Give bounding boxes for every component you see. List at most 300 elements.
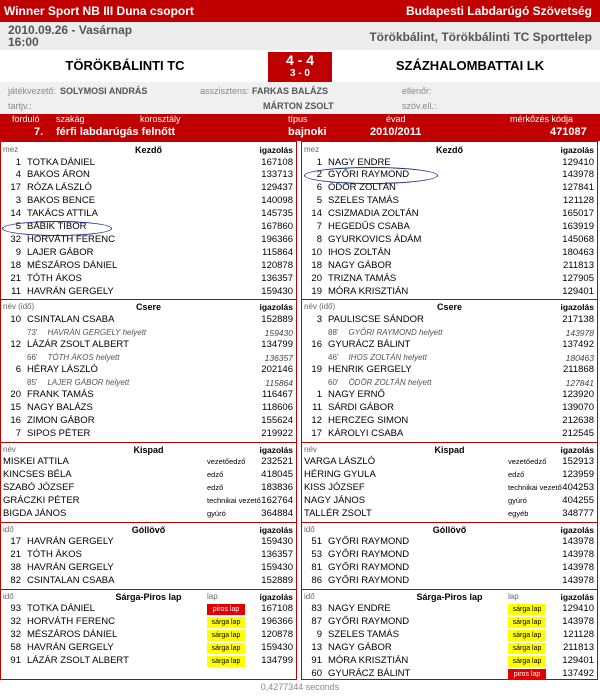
away-card-row [302,642,597,655]
cards-lap-label: lap [508,591,519,601]
player-name[interactable]: NAGY GÁBOR [328,642,392,654]
cards-lap-label: lap [207,591,218,601]
home-sub-row [1,402,296,415]
license-id: 134799 [261,339,293,350]
away-team-name: SZÁZHALOMBATTAI LK [395,58,545,73]
scorer-name[interactable]: GYŐRI RAYMOND [328,562,410,574]
away-sub-row [302,389,597,402]
player-name[interactable]: LÁZÁR ZSOLT ALBERT [27,339,129,350]
yellow-card-badge: sárga lap [508,630,546,641]
player-name[interactable]: GYURÁCZ BÁLINT [328,667,411,679]
home-subs-id-label: igazolás [259,302,293,313]
cards-title: Sárga-Piros lap [115,591,182,602]
home-card-row [1,655,296,668]
delegate-label: szöv.ell.: [402,101,437,111]
shirt-number: 32 [10,233,21,245]
yellow-card-badge: sárga lap [207,656,245,667]
license-id: 137492 [562,339,594,350]
cards-title: Sárga-Piros lap [416,591,483,602]
yellow-card-badge: sárga lap [207,643,245,654]
shirt-number: 4 [15,169,21,181]
player-name[interactable]: HAVRÁN GERGELY [27,642,114,654]
card-minute: 93 [10,603,21,615]
section-divider [1,589,296,590]
replaced-license-id: 180463 [565,352,594,363]
home-sub-row [1,428,296,441]
sub-description: GYŐRI RAYMOND helyett [348,327,443,337]
home-starter-row [1,273,296,286]
player-name[interactable]: SÁRDI GÁBOR [328,402,394,414]
player-name[interactable]: NAGY BALÁZS [27,402,93,414]
home-starter-row [1,195,296,208]
away-sub-row [302,364,597,377]
shirt-number: 7 [15,427,21,439]
section-divider [302,299,597,300]
away-starter-row [302,273,597,286]
type-value: bajnoki [288,126,327,138]
player-name[interactable]: NAGY ENDRE [328,156,391,168]
away-goal-row [302,549,597,562]
red-card-badge: piros lap [207,604,245,615]
license-id: 121128 [563,629,594,641]
license-id: 162764 [261,495,293,506]
home-goal-row [1,575,296,588]
license-id: 152889 [261,313,293,325]
license-id: 196366 [261,616,293,628]
match-time: 16:00 [8,35,39,49]
license-id: 145735 [261,208,293,220]
federation-name: Budapesti Labdarúgó Szövetség [405,4,592,18]
license-id: 212545 [562,427,594,439]
home-bench-id-label: igazolás [259,444,293,455]
sub-minute: 88' [328,327,339,337]
sub-description: LAJER GÁBOR helyett [47,378,130,387]
goal-minute: 86 [311,575,322,586]
home-subs-header [1,301,296,313]
goal-minute: 81 [311,562,322,574]
home-starter-row [1,169,296,182]
supervisor-label: tartjv.: [8,101,32,111]
card-minute: 91 [10,655,21,666]
shirt-number: 11 [11,285,21,297]
away-starter-row [302,157,597,170]
license-id: 404255 [562,495,594,506]
player-name[interactable]: GYURÁCZ BÁLINT [328,339,411,350]
referee-label: játékvezető: [8,86,57,96]
section-divider [302,589,597,590]
home-goals-title: Góllövő [131,524,166,535]
away-sub-row [302,339,597,352]
cards-col-label: idő [3,591,14,601]
license-id: 167860 [261,221,293,232]
player-name[interactable]: CSINTALAN CSABA [27,313,115,325]
home-subs-col-label: név (idő) [3,302,35,312]
shirt-number: 14 [311,208,322,220]
player-name[interactable]: NAGY ERNŐ [328,389,385,401]
license-id: 136357 [261,272,293,284]
shirt-number: 16 [311,339,322,350]
shirt-number: 6 [15,364,21,376]
license-id: 211813 [563,259,594,271]
license-id: 217138 [562,313,594,325]
player-name[interactable]: GYŐRI RAYMOND [328,169,410,181]
yellow-card-badge: sárga lap [508,604,546,615]
license-id: 159430 [261,536,293,548]
code-value: 471087 [550,126,587,138]
player-name[interactable]: LAJER GÁBOR [27,246,94,258]
home-sub-note [27,377,129,389]
cards-col-label: idő [304,591,315,601]
license-id: 120878 [261,629,293,641]
player-name[interactable]: HORVÁTH FERENC [27,233,115,245]
home-cards-header [1,591,296,603]
license-id: 139070 [562,402,594,414]
license-id: 129410 [562,603,594,615]
controller-label: ellenőr: [402,86,432,96]
home-goals-id-label: igazolás [259,524,293,535]
info-bar [0,22,600,50]
shirt-number: 19 [311,364,322,376]
license-id: 404253 [562,482,594,494]
home-starter-row [1,182,296,195]
away-card-row [302,603,597,616]
shirt-number: 21 [10,272,21,284]
cards-id-label: igazolás [560,591,594,602]
player-name[interactable]: GYURKOVICS ÁDÁM [328,233,422,245]
home-card-row [1,642,296,655]
player-name[interactable]: MÉSZÁROS DÁNIEL [27,259,118,271]
label-round: forduló [12,114,40,124]
license-id: 348777 [562,507,594,519]
staff-name: GRÁCZKI PÉTER [3,495,80,506]
home-card-row [1,603,296,616]
player-name[interactable]: TAKÁCS ATTILA [27,208,98,220]
player-name[interactable]: HENRIK GERGELY [328,364,412,376]
sub-description: ÖDÖR ZOLTÁN helyett [348,378,432,387]
player-name[interactable]: TÓTH ÁKOS [27,272,82,284]
match-venue: Törökbálint, Törökbálinti TC Sporttelep [369,30,592,44]
staff-name: HÉRING GYULA [304,469,376,481]
away-bench-row [302,482,597,495]
staff-role: technikai vezető [207,496,261,505]
license-id: 129410 [562,156,594,168]
player-name[interactable]: SIPOS PÉTER [27,427,91,439]
player-name[interactable]: MÓRA KRISZTIÁN [328,655,409,666]
player-name[interactable]: BÁBIK TIBOR [27,221,87,232]
away-starter-row [302,208,597,221]
card-minute: 87 [311,616,322,628]
card-minute: 13 [311,642,322,654]
scorer-name[interactable]: GYŐRI RAYMOND [328,575,410,586]
license-id: 165017 [562,208,594,220]
sub-description: HAVRÁN GERGELY helyett [47,327,147,337]
away-cards-header [302,591,597,603]
shirt-number: 12 [10,339,21,350]
shirt-number: 10 [10,313,21,325]
home-starters-col-label: mez [3,145,19,154]
away-sub-note [328,377,431,389]
score-box [268,52,332,82]
home-bench-header [1,444,296,456]
license-id: 159430 [261,285,293,297]
away-goals-header [302,524,597,536]
away-subs-col-label: név (idő) [304,302,336,312]
shirt-number: 2 [316,169,322,181]
player-name[interactable]: FRANK TAMÁS [27,389,94,401]
round-value: 7. [34,126,44,138]
home-starter-row [1,221,296,234]
scorer-name[interactable]: GYŐRI RAYMOND [328,536,410,548]
player-name[interactable]: NAGY ENDRE [328,603,391,615]
player-name[interactable]: HERCZEG SIMON [328,415,409,426]
shirt-number: 17 [10,182,21,194]
staff-role: edző [508,470,525,480]
player-name[interactable]: IHOS ZOLTÁN [328,246,391,258]
license-id: 129401 [562,285,594,297]
away-sub-row [302,314,597,327]
away-goal-row [302,536,597,549]
home-bench-row [1,495,296,508]
license-id: 121128 [563,195,594,207]
shirt-number: 11 [312,402,322,414]
player-name[interactable]: HÉRAY LÁSZLÓ [27,364,98,376]
away-starter-row [302,221,597,234]
goal-minute: 82 [10,575,21,586]
away-starter-row [302,247,597,260]
home-goal-row [1,549,296,562]
staff-name: NAGY JÁNOS [304,495,366,506]
scorer-name[interactable]: CSINTALAN CSABA [27,575,115,586]
player-name[interactable]: SZELES TAMÁS [328,195,399,207]
player-name[interactable]: MÓRA KRISZTIÁN [328,285,409,297]
top-bar [0,0,600,22]
half-time-score: 3 - 0 [289,68,310,79]
license-id: 127905 [562,272,594,284]
player-name[interactable]: TOTKA DÁNIEL [27,156,95,168]
sub-minute: 85' [27,378,38,387]
shirt-number: 20 [10,389,21,401]
license-id: 219922 [261,427,293,439]
staff-role: gyúró [508,496,527,505]
league-name: Winner Sport NB III Duna csoport [4,4,194,18]
away-card-row [302,629,597,642]
player-name[interactable]: RÓZA LÁSZLÓ [27,182,92,194]
home-panel [0,141,297,680]
home-starter-row [1,260,296,273]
home-bench-title: Kispad [133,444,164,455]
scorer-name[interactable]: HAVRÁN GERGELY [27,562,114,574]
license-id: 120878 [261,259,293,271]
card-minute: 32 [10,629,21,641]
license-id: 118606 [262,402,293,414]
license-id: 123959 [562,469,594,481]
section-divider [1,442,296,443]
player-name[interactable]: NAGY GÁBOR [328,259,392,271]
shirt-number: 15 [10,402,21,414]
license-id: 137492 [562,667,594,679]
player-name[interactable]: HAVRÁN GERGELY [27,285,114,297]
staff-role: vezetőedző [207,457,246,467]
home-goal-row [1,562,296,575]
staff-role: edző [207,483,224,493]
card-minute: 91 [311,655,322,666]
player-name[interactable]: KÁROLYI CSABA [328,427,404,439]
player-name[interactable]: GYŐRI RAYMOND [328,616,410,628]
license-id: 202146 [261,364,293,376]
home-sub-row [1,415,296,428]
home-team-name: TÖRÖKBÁLINTI TC [65,58,185,73]
home-sub-row [1,389,296,402]
license-id: 129401 [562,655,594,666]
player-name[interactable]: LÁZÁR ZSOLT ALBERT [27,655,129,666]
license-id: 212638 [562,415,594,426]
away-sub-note [328,352,427,364]
license-id: 152913 [562,456,594,468]
license-id: 136357 [261,549,293,561]
goal-minute: 21 [10,549,21,561]
home-goals-col-label: idő [3,524,14,534]
away-subs-title: Csere [436,302,463,313]
away-sub-note [328,327,443,339]
shirt-number: 1 [316,156,322,168]
license-id: 129437 [261,182,293,194]
license-id: 196366 [261,233,293,245]
away-sub-row [302,415,597,428]
home-starter-row [1,234,296,247]
player-name[interactable]: SZELES TAMÁS [328,629,399,641]
home-goals-header [1,524,296,536]
home-bench-col-label: név [3,444,16,454]
away-sub-row [302,428,597,441]
section-divider [1,522,296,523]
officials-bar [0,82,600,114]
away-goals-col-label: idő [304,524,315,534]
staff-role: gyúró [207,508,226,518]
player-name[interactable]: PAULISCSE SÁNDOR [328,313,424,325]
player-name[interactable]: HEGEDŰS CSABA [328,221,410,232]
staff-role: edző [207,470,224,480]
player-name[interactable]: MÉSZÁROS DÁNIEL [27,629,118,641]
card-minute: 32 [10,616,21,628]
branch-age-value: férfi labdarúgás felnőtt [56,126,176,138]
player-name[interactable]: HORVÁTH FERENC [27,616,115,628]
license-id: 143978 [562,575,594,586]
staff-name: KINCSES BÉLA [3,469,72,481]
away-starter-row [302,260,597,273]
sub-minute: 66' [27,352,38,362]
player-name[interactable]: TOTKA DÁNIEL [27,603,95,615]
license-id: 143978 [562,562,594,574]
scorer-name[interactable]: TÓTH ÁKOS [27,549,82,561]
away-goals-id-label: igazolás [560,524,594,535]
shirt-number: 5 [316,195,322,207]
license-id: 123920 [562,389,594,401]
replaced-license-id: 159430 [264,327,293,338]
goal-minute: 51 [311,536,322,548]
staff-role: vezetőedző [508,457,547,467]
license-id: 127841 [562,182,594,194]
page-timing: 0,4277344 seconds [260,682,340,692]
player-name[interactable]: CSIZMADIA ZOLTÁN [328,208,419,220]
shirt-number: 6 [316,182,322,194]
staff-name: VARGA LÁSZLÓ [304,456,376,468]
away-goal-row [302,575,597,588]
away-card-row [302,616,597,629]
home-starter-row [1,286,296,299]
home-starter-row [1,208,296,221]
staff-name: SZABÓ JÓZSEF [3,482,75,494]
label-branch: szakág [56,114,85,124]
shirt-number: 7 [316,221,322,232]
away-subs-id-label: igazolás [560,302,594,313]
home-starters-id-label: igazolás [259,145,293,155]
replaced-license-id: 127841 [565,378,594,388]
shirt-number: 3 [316,313,322,325]
home-starters-header [1,144,296,156]
sub-description: IHOS ZOLTÁN helyett [348,352,427,362]
player-name[interactable]: BAKOS BENCE [27,195,96,207]
replaced-license-id: 143978 [565,327,594,338]
yellow-card-badge: sárga lap [508,643,546,654]
away-starters-col-label: mez [304,145,320,154]
away-card-row [302,668,597,681]
away-starter-row [302,195,597,208]
away-bench-row [302,469,597,482]
home-starter-row [1,157,296,170]
scorer-name[interactable]: GYŐRI RAYMOND [328,549,410,561]
referee-name: SOLYMOSI ANDRÁS [60,86,148,96]
card-minute: 58 [10,642,21,654]
card-minute: 60 [311,667,322,679]
away-bench-header [302,444,597,456]
shirt-number: 19 [311,285,322,297]
assistant2-name: MÁRTON ZSOLT [263,101,334,111]
away-bench-col-label: név [304,444,317,454]
home-bench-row [1,469,296,482]
license-id: 418045 [261,469,293,481]
license-id: 211813 [563,642,594,654]
sub-minute: 60' [328,378,339,387]
home-goal-row [1,536,296,549]
section-divider [1,299,296,300]
sub-minute: 73' [27,327,38,337]
away-subs-header [302,301,597,313]
shirt-number: 18 [10,259,21,271]
away-goals-title: Góllövő [432,524,467,535]
away-bench-id-label: igazolás [560,444,594,455]
away-bench-title: Kispad [434,444,465,455]
shirt-number: 8 [316,233,322,245]
player-name[interactable]: ÖDÖR ZOLTÁN [328,182,396,194]
home-subs-title: Csere [135,302,162,313]
yellow-card-badge: sárga lap [207,630,245,641]
shirt-number: 9 [15,246,21,258]
home-card-row [1,629,296,642]
card-minute: 9 [316,629,322,641]
player-name[interactable]: TRIZNA TAMÁS [328,272,397,284]
away-starter-row [302,182,597,195]
player-name[interactable]: BAKOS ÁRON [27,169,90,181]
license-id: 180463 [562,246,594,258]
player-name[interactable]: ZIMON GÁBOR [27,415,95,426]
staff-name: MISKEI ATTILA [3,456,69,468]
away-goal-row [302,562,597,575]
scorer-name[interactable]: HAVRÁN GERGELY [27,536,114,548]
shirt-number: 16 [10,415,21,426]
license-id: 183836 [261,482,293,494]
home-starters-title: Kezdő [135,145,162,155]
season-value: 2010/2011 [370,126,422,138]
